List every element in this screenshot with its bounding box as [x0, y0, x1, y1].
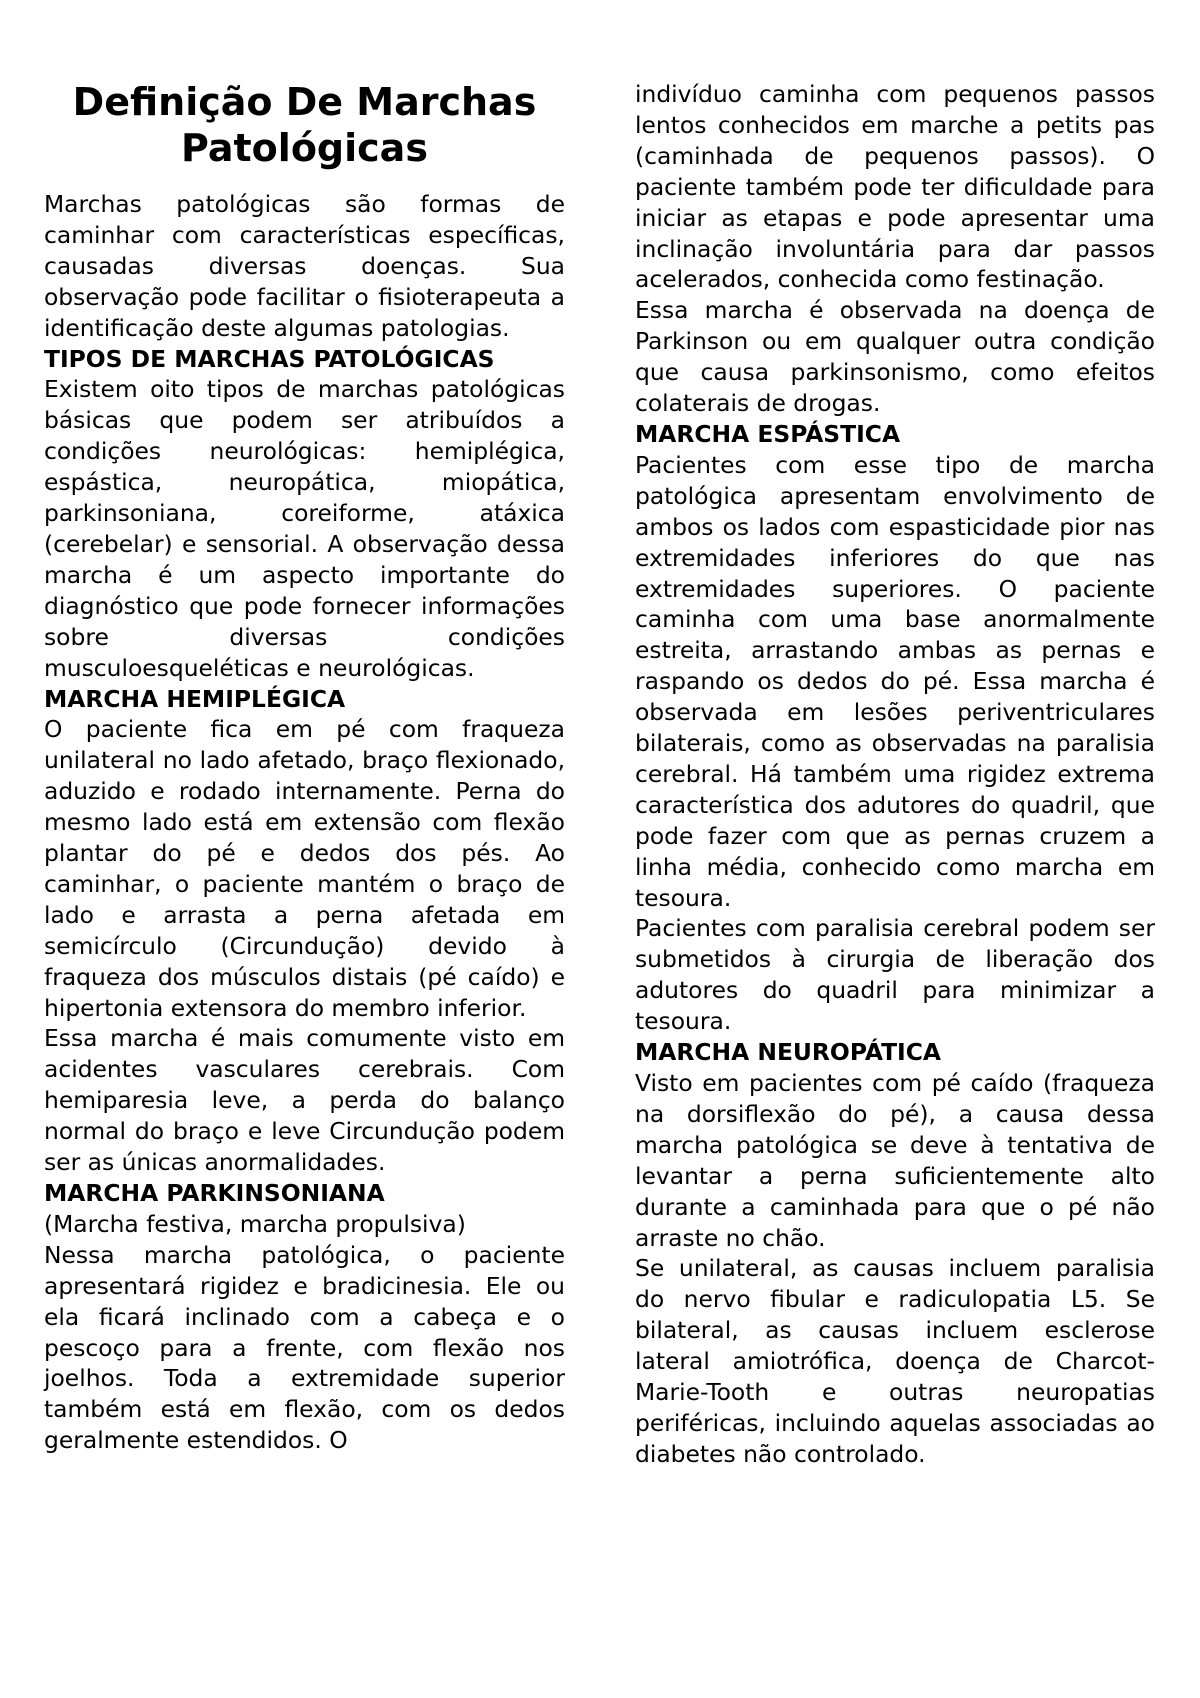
paragraph-neuropatica-1: Visto em pacientes com pé caído (fraqueza na dorsiflexão do pé), a causa dessa marcha patológica se deve à tentativa de levantar a perna suficientemente alto durante a caminhada para que o pé não arraste no chão. [635, 1069, 1155, 1252]
left-column [44, 0, 565, 1456]
section-heading-espastica: MARCHA ESPÁSTICA [635, 419, 901, 448]
paragraph-hemiplegica-1: O paciente fica em pé com fraqueza unilateral no lado afetado, braço flexionado, aduzido e rodado internamente. Perna do mesmo lado está em extensão com flexão plantar do pé e dedos dos pés. Ao caminhar, o paciente mantém o braço de lado e arrasta a perna afetada em semicírculo (Circundução) devido à fraqueza dos músculos distais (pé caído) e hipertonia extensora do membro inferior. [44, 715, 565, 1022]
section-heading-neuropatica: MARCHA NEUROPÁTICA [635, 1038, 942, 1067]
right-column [635, 0, 1155, 1470]
paragraph-hemiplegica-2: Essa marcha é mais comumente visto em acidentes vasculares cerebrais. Com hemiparesia leve, a perda do balanço normal do braço e leve Circundução podem ser as únicas anormalidades. [44, 1024, 565, 1177]
section-heading-parkinsoniana: MARCHA PARKINSONIANA [44, 1179, 385, 1207]
paragraph-parkinsoniana-1: Nessa marcha patológica, o paciente apresentará rigidez e bradicinesia. Ele ou ela ficará inclinado com a cabeça e o pescoço para a frente, com flexão nos joelhos. Toda a extremidade superior também está em flexão, com os dedos geralmente estendidos. O [44, 1240, 565, 1455]
intro-paragraph: Marchas patológicas são formas de caminhar com características específicas, causadas diversas doenças. Sua observação pode facilitar o fisioterapeuta a identificação deste algumas patologias. [44, 190, 565, 342]
paragraph-parkinsoniana-subtitle: (Marcha festiva, marcha propulsiva) [44, 1209, 466, 1238]
paragraph-espastica-2: Pacientes com paralisia cerebral podem ser submetidos à cirurgia de liberação dos adutores do quadril para minimizar a tesoura. [635, 914, 1155, 1036]
paragraph-espastica-1: Pacientes com esse tipo de marcha patológica apresentam envolvimento de ambos os lados com espasticidade pior nas extremidades inferiores do que nas extremidades superiores. O paciente caminha com uma base anormalmente estreita, arrastando ambas as pernas e raspando os dedos do pé. Essa marcha é observada em lesões periventriculares bilaterais, como as observadas na paralisia cerebral. Há também uma rigidez extrema característica dos adutores do quadril, que pode fazer com que as pernas cruzem a linha média, conhecido como marcha em tesoura. [635, 450, 1155, 912]
paragraph-tipos: Existem oito tipos de marchas patológicas básicas que podem ser atribuídos a condições neurológicas: hemiplégica, espástica, neuropática, miopática, parkinsoniana, coreiforme, atáxica (cerebelar) e sensorial. A observação dessa marcha é um aspecto importante do diagnóstico que pode fornecer informações sobre diversas condições musculoesqueléticas e neurológicas. [44, 375, 565, 682]
section-heading-hemiplegica: MARCHA HEMIPLÉGICA [44, 684, 346, 713]
section-heading-tipos: TIPOS DE MARCHAS PATOLÓGICAS [44, 344, 495, 373]
paragraph-parkinsoniana-2: Essa marcha é observada na doença de Parkinson ou em qualquer outra condição que causa parkinsonismo, como efeitos colaterais de drogas. [635, 296, 1155, 418]
paragraph-parkinsoniana-continued: indivíduo caminha com pequenos passos lentos conhecidos em marche a petits pas (caminhada de pequenos passos). O paciente também pode ter dificuldade para iniciar as etapas e pode apresentar uma inclinação involuntária para dar passos acelerados, conhecida como festinação. [635, 80, 1155, 294]
page-title: Definição De Marchas Patológicas [72, 80, 537, 170]
paragraph-neuropatica-2: Se unilateral, as causas incluem paralisia do nervo fibular e radiculopatia L5. Se bilateral, as causas incluem esclerose lateral amiotrófica, doença de Charcot-Marie-Tooth e outras neuropatias periféricas, incluindo aquelas associadas ao diabetes não controlado. [635, 1254, 1155, 1468]
